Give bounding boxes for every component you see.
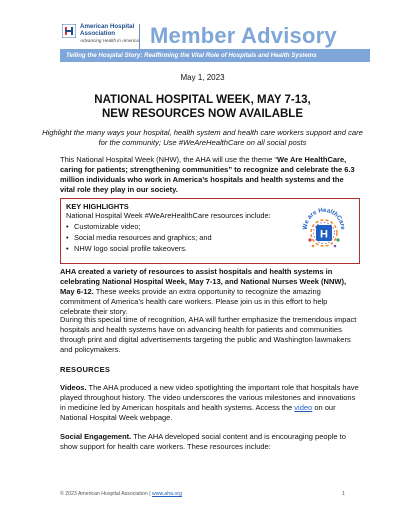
org-tagline: Advancing Health in America [80, 38, 139, 43]
highlights-intro: National Hospital Week #WeAreHealthCare resources include: [66, 211, 271, 220]
org-name-line2: Association [80, 30, 116, 37]
we-are-healthcare-logo [301, 206, 347, 252]
page-number: 1 [342, 491, 345, 497]
list-item: • Customizable video; [66, 221, 354, 232]
videos-paragraph [60, 383, 360, 423]
social-label: Social Engagement. [60, 432, 132, 441]
footer-site-link[interactable]: www.aha.org [152, 491, 182, 497]
list-item: • NHW logo social profile takeovers. [66, 243, 354, 254]
intro-bold-text: We Are HealthCare, caring for patients; strengthening communities” to recognize and celebrate the 6.3 million individuals who work in America’s hospitals and health systems and the vital role they play in our society. [60, 155, 355, 194]
intro-text: This National Hospital Week (NHW), the AHA will use the theme “ [60, 155, 278, 164]
subtitle: Highlight the many ways your hospital, health system and health care workers support and care for the community; Use #WeAreHealthCare on all social posts [42, 128, 363, 147]
social-paragraph [60, 432, 360, 452]
title-line2: NEW RESOURCES NOW AVAILABLE [101, 108, 304, 120]
social-text: The AHA developed social content and is encouraging people to show support for health care workers. These resources include: [60, 432, 346, 451]
resources-paragraph [60, 267, 360, 317]
section-heading-resources: RESOURCES [60, 365, 111, 374]
logo-letter: H [320, 228, 328, 241]
videos-text: The AHA produced a new video spotlighting the important role that hospitals have played throughout history. The video underscores the various milestones and innovations in medicine led by American hospitals and health systems. Access the [60, 383, 359, 412]
header-title: Member Advisory [150, 23, 337, 48]
aha-logo-icon [62, 24, 76, 38]
videos-label: Videos. [60, 383, 87, 392]
recognition-paragraph: During this special time of recognition, AHA will further emphasize the tremendous impact hospitals and health systems have on advancing health for patients and communities through print and digital advertisements targeting the public and Washington lawmakers and policymakers. [60, 315, 357, 354]
footer [60, 491, 345, 497]
footer-copyright: © 2023 American Hospital Association [60, 491, 148, 497]
advisory-date: May 1, 2023 [180, 73, 225, 82]
video-link[interactable]: video [294, 403, 313, 412]
para1-text: These weeks provide an extra opportunity to recognize the amazing commitment of America’s health care workers. Please join us in this effort to help celebrate their story. [60, 287, 328, 316]
org-name [80, 23, 139, 44]
theme-banner [60, 49, 370, 62]
page-title [0, 93, 405, 121]
logo-arc-text: We are HealthCare [301, 206, 347, 231]
key-highlights-box [60, 198, 360, 264]
footer-separator: | [149, 491, 151, 497]
header [0, 10, 405, 48]
org-name-line1: American Hospital [80, 23, 135, 30]
banner-text: Telling the Hospital Story: Reaffirming the Vital Role of Hospitals and Health Systems [66, 52, 317, 59]
para1-bold: AHA created a variety of resources to assist hospitals and health systems in celebrating National Hospital Week, May 7-13, and National Nurses Week (NNW), May 6-12. [60, 267, 347, 296]
header-divider [139, 24, 140, 52]
intro-paragraph [60, 155, 360, 195]
highlights-title: KEY HIGHLIGHTS [66, 202, 129, 211]
list-item: • Social media resources and graphics; and [66, 232, 354, 243]
videos-text-end: on our National Hospital Week webpage. [60, 403, 336, 422]
title-line1: NATIONAL HOSPITAL WEEK, MAY 7-13, [94, 94, 311, 106]
